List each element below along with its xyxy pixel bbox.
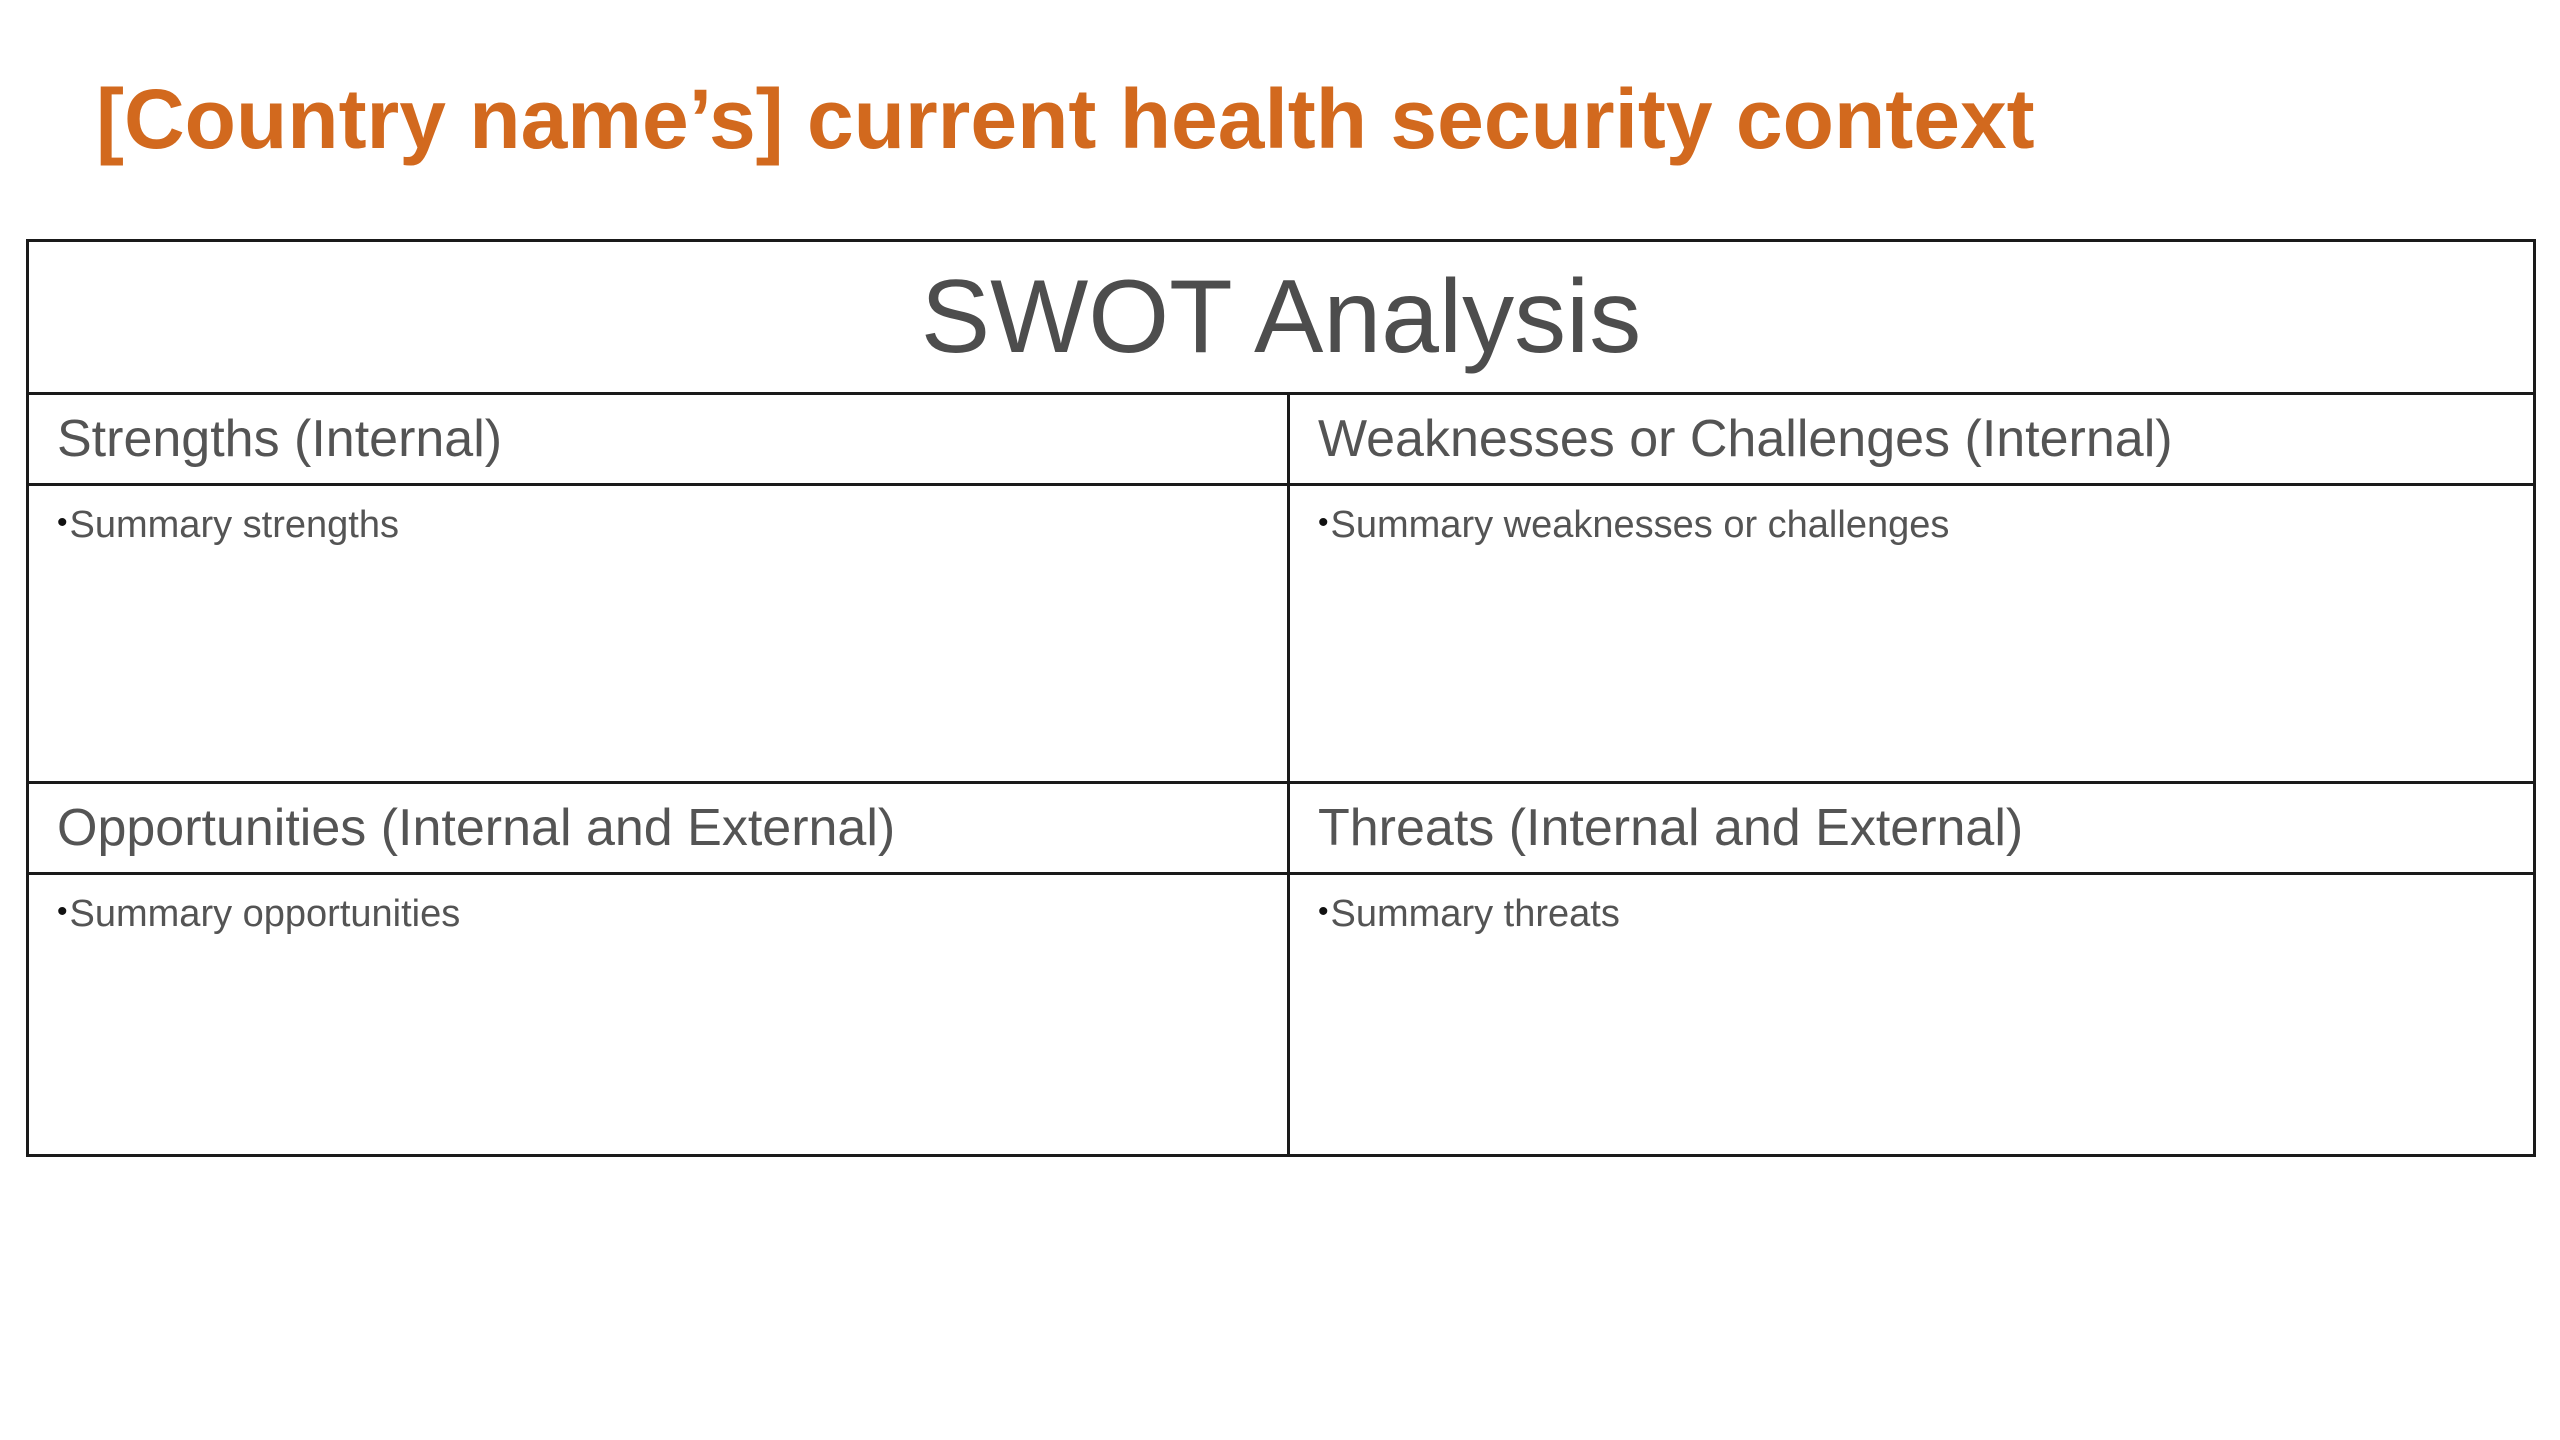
threats-summary: Summary threats [1330,893,1620,935]
opportunities-summary: Summary opportunities [69,893,461,935]
list-item [57,893,1287,936]
bullet-icon: • [1318,506,1329,539]
weaknesses-body [1290,486,2533,784]
weaknesses-heading: Weaknesses or Challenges (Internal) [1290,395,2533,486]
threats-body [1290,875,2533,1154]
bullet-icon: • [57,895,68,928]
opportunities-body [29,875,1290,1154]
list-item [57,504,1287,547]
bullet-icon: • [57,506,68,539]
swot-table [26,239,2536,1157]
strengths-body [29,486,1290,784]
strengths-summary: Summary strengths [69,504,399,546]
threats-heading: Threats (Internal and External) [1290,784,2533,875]
bullet-icon: • [1318,895,1329,928]
strengths-heading: Strengths (Internal) [29,395,1290,486]
list-item [1318,893,2533,936]
opportunities-heading: Opportunities (Internal and External) [29,784,1290,875]
weaknesses-summary: Summary weaknesses or challenges [1330,504,1950,546]
slide-title: [Country name’s] current health security context [96,72,2035,166]
swot-table-header: SWOT Analysis [29,242,2533,395]
list-item [1318,504,2533,547]
